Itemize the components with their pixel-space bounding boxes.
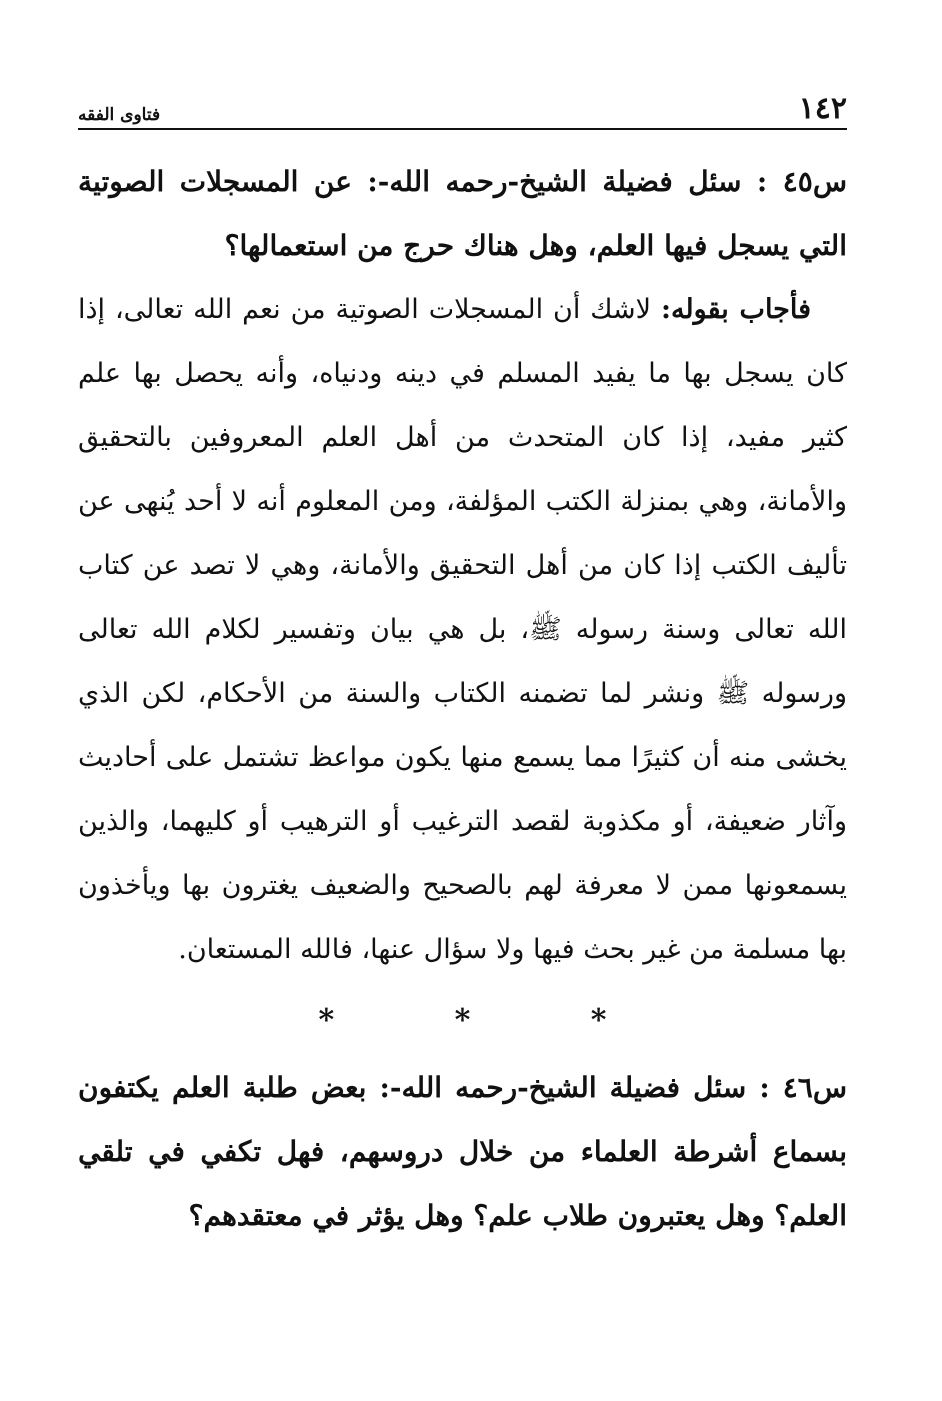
page-header: [78, 80, 847, 130]
answer-lead: فأجاب بقوله:: [660, 294, 811, 325]
section-separator: * * *: [318, 1003, 662, 1038]
answer-45: [78, 278, 847, 982]
running-title: فتاوى الفقه: [78, 105, 161, 125]
page-content: [78, 150, 847, 1248]
answer-45-body: لاشك أن المسجلات الصوتية من نعم الله تعالى، إذا كان يسجل بها ما يفيد المسلم في دينه ودنياه، وأنه يحصل بها علم كثير مفيد، إذا كان المتحدث من أهل العلم المعروفين بالتحقيق والأمانة، وهي بمنزلة الكتب المؤلفة، ومن المعلوم أنه لا أحد يُنهى عن تأليف الكتب إذا كان من أهل التحقيق والأمانة، وهي لا تصد عن كتاب الله تعالى وسنة رسوله ﷺ، بل هي بيان وتفسير لكلام الله تعالى ورسوله ﷺ ونشر لما تضمنه الكتاب والسنة من الأحكام، لكن الذي يخشى منه أن كثيرًا مما يسمع منها يكون مواعظ تشتمل على أحاديث وآثار ضعيفة، أو مكذوبة لقصد الترغيب أو الترهيب أو كليهما، والذين يسمعونها ممن لا معرفة لهم بالصحيح والضعيف يغترون بها ويأخذون بها مسلمة من غير بحث فيها ولا سؤال عنها، فالله المستعان.: [78, 294, 847, 965]
question-45: س٤٥ : سئل فضيلة الشيخ-رحمه الله-: عن المسجلات الصوتية التي يسجل فيها العلم، وهل هناك حرج من استعمالها؟: [78, 165, 847, 262]
page-number: ١٤٢: [798, 91, 847, 126]
question-46: س٤٦ : سئل فضيلة الشيخ-رحمه الله-: بعض طلبة العلم يكتفون بسماع أشرطة العلماء من خلال دروسهم، فهل تكفي في تلقي العلم؟ وهل يعتبرون طلاب علم؟ وهل يؤثر في معتقدهم؟: [78, 1071, 847, 1232]
